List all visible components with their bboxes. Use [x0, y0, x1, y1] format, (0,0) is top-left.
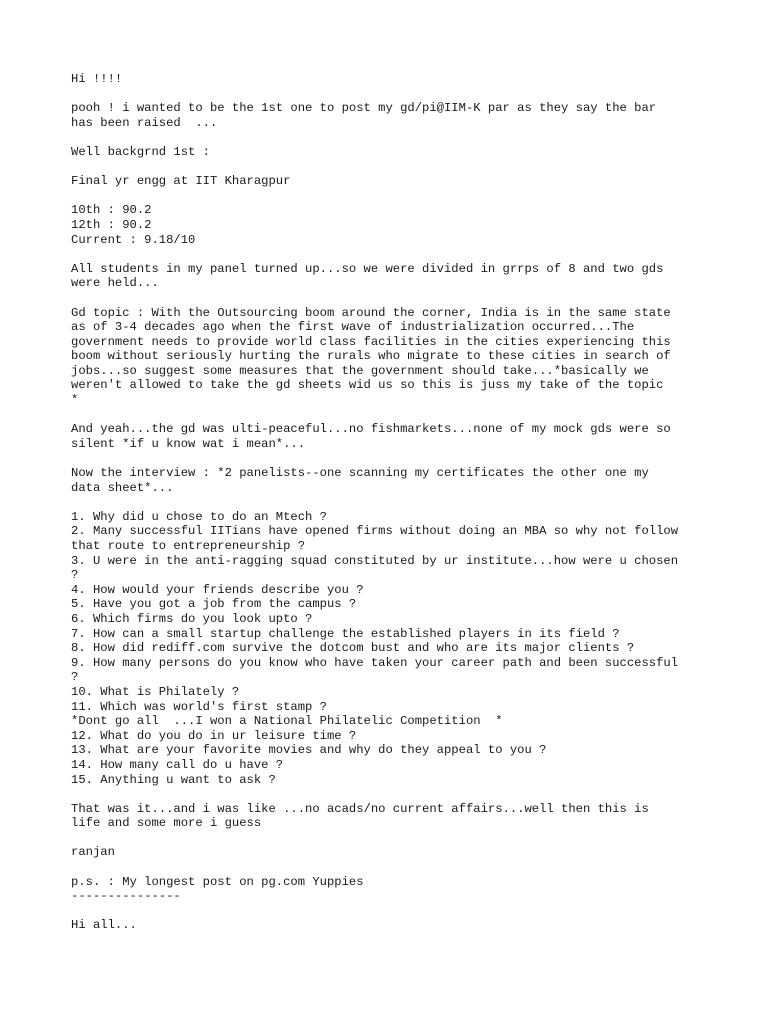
text-line: 15. Anything u want to ask ? — [71, 772, 276, 787]
text-line: data sheet*... — [71, 480, 174, 495]
blank-line — [71, 291, 731, 306]
text-line: weren't allowed to take the gd sheets wid us so this is juss my take of the topic — [71, 378, 664, 393]
text-line: 7. How can a small startup challenge the established players in its field ? — [71, 626, 620, 641]
blank-line — [71, 860, 731, 875]
text-line: 11. Which was world's first stamp ? — [71, 699, 327, 714]
text-line: 10th : 90.2 — [71, 203, 152, 218]
text-line: jobs...so suggest some measures that the government should take...*basically we — [71, 363, 649, 378]
text-line: And yeah...the gd was ulti-peaceful...no fishmarkets...none of my mock gds were so — [71, 422, 671, 437]
text-line: 6. Which firms do you look upto ? — [71, 611, 313, 626]
blank-line — [71, 831, 731, 846]
text-line: ? — [71, 568, 79, 583]
text-line: 4. How would your friends describe you ? — [71, 582, 364, 597]
text-line: 8. How did rediff.com survive the dotcom bust and who are its major clients ? — [71, 641, 635, 656]
blank-line — [71, 130, 731, 145]
text-line: 2. Many successful IITians have opened firms without doing an MBA so why not follow — [71, 524, 679, 539]
blank-line — [71, 451, 731, 466]
text-line: 12th : 90.2 — [71, 217, 152, 232]
text-line: Final yr engg at IIT Kharagpur — [71, 174, 291, 189]
text-line: p.s. : My longest post on pg.com Yuppies — [71, 874, 364, 889]
text-line: Current : 9.18/10 — [71, 232, 196, 247]
text-line: Gd topic : With the Outsourcing boom around the corner, India is in the same state — [71, 305, 671, 320]
text-line: has been raised ... — [71, 115, 218, 130]
blank-line — [71, 87, 731, 102]
text-line: pooh ! i wanted to be the 1st one to post my gd/pi@IIM-K par as they say the bar — [71, 101, 657, 116]
text-line: 13. What are your favorite movies and why do they appeal to you ? — [71, 743, 547, 758]
text-line: 1. Why did u chose to do an Mtech ? — [71, 509, 327, 524]
text-line: ? — [71, 670, 79, 685]
text-line: silent *if u know wat i mean*... — [71, 436, 306, 451]
blank-line — [71, 160, 731, 175]
text-line: ranjan — [71, 845, 115, 860]
text-line: were held... — [71, 276, 159, 291]
text-line: Now the interview : *2 panelists--one scanning my certificates the other one my — [71, 466, 649, 481]
text-line: * — [71, 393, 79, 408]
text-line: as of 3-4 decades ago when the first wave of industrialization occurred...The — [71, 320, 635, 335]
text-line: government needs to provide world class facilities in the cities experiencing this — [71, 334, 671, 349]
text-line: Hi !!!! — [71, 72, 123, 86]
text-line: That was it...and i was like ...no acads/no current affairs...well then this is — [71, 801, 649, 816]
document-body — [71, 72, 731, 933]
text-line: 12. What do you do in ur leisure time ? — [71, 728, 357, 743]
blank-line — [71, 787, 731, 802]
text-line: that route to entrepreneurship ? — [71, 539, 306, 553]
text-line: 5. Have you got a job from the campus ? — [71, 597, 357, 612]
text-line: 9. How many persons do you know who have taken your career path and been successful — [71, 655, 679, 670]
text-line: 3. U were in the anti-ragging squad constituted by ur institute...how were u chosen — [71, 553, 679, 568]
text-line: Hi all... — [71, 918, 137, 933]
text-line: All students in my panel turned up...so we were divided in grrps of 8 and two gds — [71, 261, 664, 276]
text-line: 10. What is Philately ? — [71, 684, 240, 699]
blank-line — [71, 495, 731, 510]
text-line: Well backgrnd 1st : — [71, 144, 210, 159]
text-line: *Dont go all ...I won a National Philatelic Competition * — [71, 714, 503, 729]
blank-line — [71, 189, 731, 204]
text-line: life and some more i guess — [71, 816, 262, 831]
blank-line — [71, 408, 731, 423]
blank-line — [71, 904, 731, 919]
text-line: --------------- — [71, 889, 181, 904]
text-line: boom without seriously hurting the rurals who migrate to these cities in search of — [71, 349, 671, 364]
blank-line — [71, 247, 731, 262]
text-line: 14. How many call do u have ? — [71, 757, 284, 772]
